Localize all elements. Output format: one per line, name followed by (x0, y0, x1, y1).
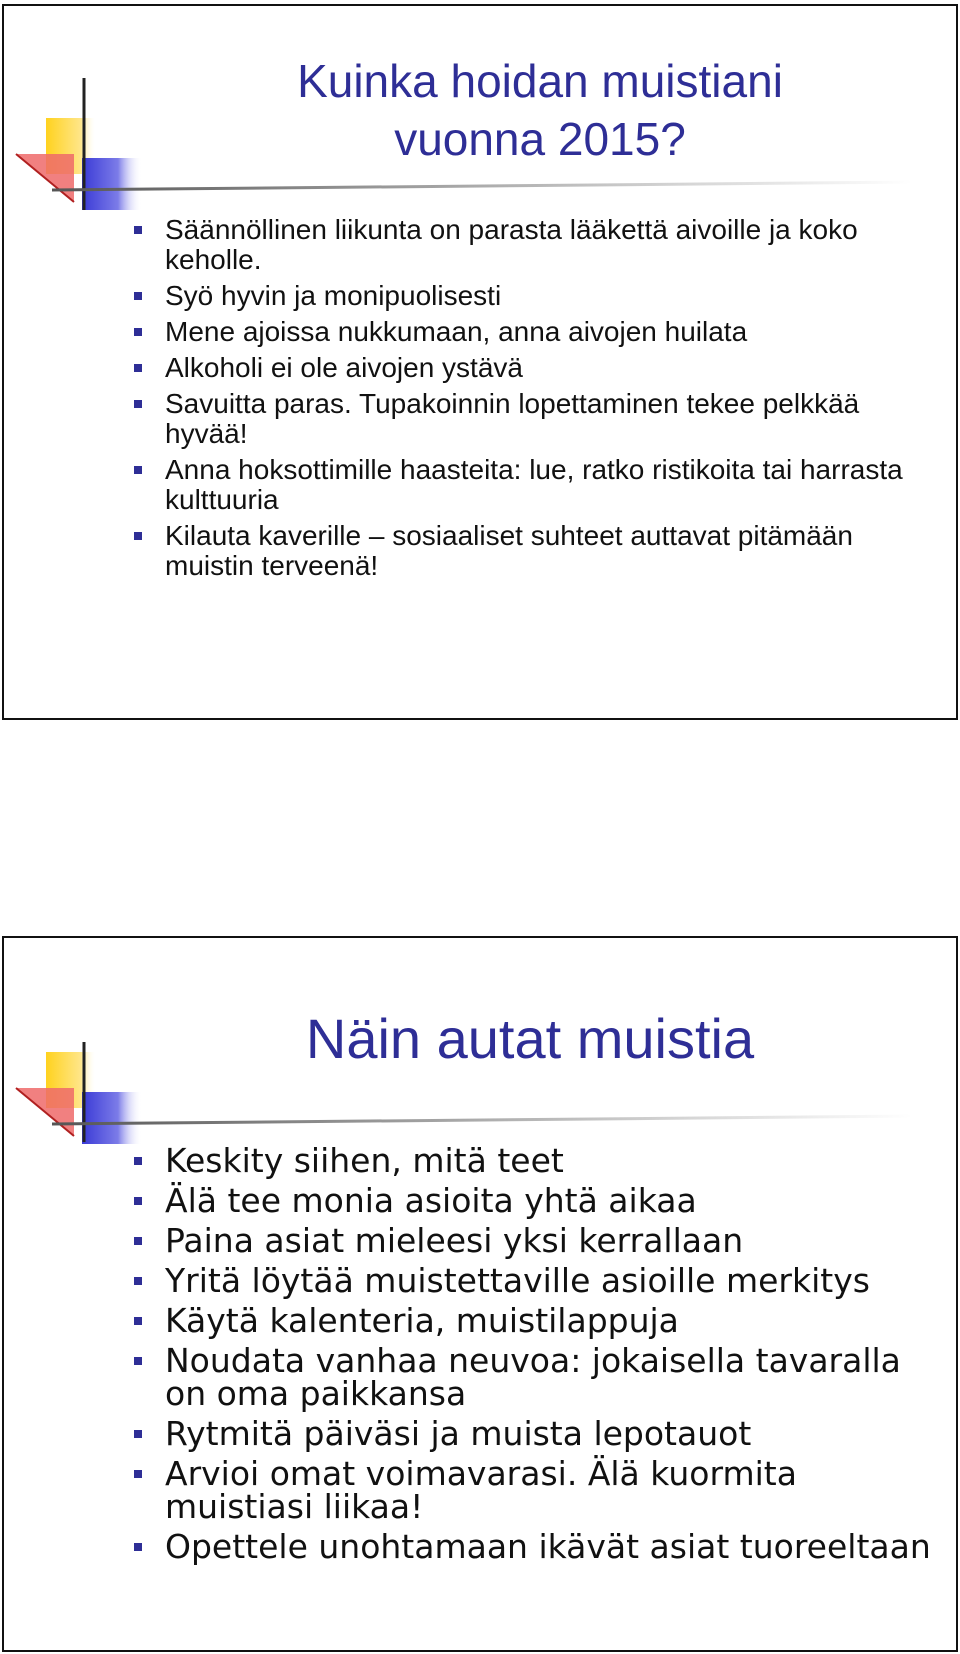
list-item (134, 1181, 944, 1220)
list-item-text: Anna hoksottimille haasteita: lue, ratko ristikoita tai harrasta kulttuuria (165, 454, 903, 515)
list-item (134, 1414, 944, 1453)
list-item-text: Keskity siihen, mitä teet (165, 1141, 564, 1180)
square-bullet-icon (134, 1157, 142, 1165)
square-bullet-icon (134, 1357, 142, 1365)
list-item-text: Paina asiat mieleesi yksi kerrallaan (165, 1221, 744, 1260)
list-item (134, 215, 934, 275)
list-item-text: Yritä löytää muistettaville asioille merkitys (165, 1261, 870, 1300)
list-item (134, 1261, 944, 1300)
square-bullet-icon (134, 1543, 142, 1551)
list-item-text: Noudata vanhaa neuvoa: jokaisella tavaralla on oma paikkansa (165, 1341, 901, 1413)
square-bullet-icon (134, 1237, 142, 1245)
list-item (134, 1341, 944, 1413)
list-item (134, 281, 934, 311)
square-bullet-icon (134, 1470, 142, 1478)
bullet-list (134, 215, 934, 587)
list-item-text: Kilauta kaverille – sosiaaliset suhteet auttavat pitämään muistin terveenä! (165, 520, 853, 581)
list-item (134, 1527, 944, 1566)
slide-title-line: Kuinka hoidan muistiani (297, 55, 783, 107)
list-item-text: Mene ajoissa nukkumaan, anna aivojen huilata (165, 316, 748, 347)
list-item (134, 353, 934, 383)
list-item (134, 1141, 944, 1180)
square-bullet-icon (134, 292, 142, 300)
square-bullet-icon (134, 328, 142, 336)
list-item-text: Säännöllinen liikunta on parasta lääkettä aivoille ja koko keholle. (165, 214, 858, 275)
list-item (134, 455, 934, 515)
list-item-text: Syö hyvin ja monipuolisesti (165, 280, 502, 311)
list-item (134, 317, 934, 347)
slide-title (164, 52, 916, 168)
square-bullet-icon (134, 400, 142, 408)
list-item-text: Alkoholi ei ole aivojen ystävä (165, 352, 523, 383)
square-bullet-icon (134, 1197, 142, 1205)
list-item-text: Rytmitä päiväsi ja muista lepotauot (165, 1414, 752, 1453)
slide-2 (2, 936, 958, 1652)
list-item-text: Savuitta paras. Tupakoinnin lopettaminen tekee pelkkää hyvää! (165, 388, 860, 449)
square-bullet-icon (134, 1430, 142, 1438)
list-item-text: Käytä kalenteria, muistilappuja (165, 1301, 679, 1340)
square-bullet-icon (134, 1317, 142, 1325)
list-item-text: Opettele unohtamaan ikävät asiat tuoreeltaan (165, 1527, 931, 1566)
slide-title-line: Näin autat muistia (305, 1007, 755, 1070)
square-bullet-icon (134, 364, 142, 372)
list-item (134, 389, 934, 449)
slide-1 (2, 4, 958, 720)
square-bullet-icon (134, 226, 142, 234)
square-bullet-icon (134, 1277, 142, 1285)
slide-title (124, 1004, 936, 1074)
square-bullet-icon (134, 466, 142, 474)
list-item (134, 1454, 944, 1526)
list-item (134, 521, 934, 581)
list-item (134, 1301, 944, 1340)
list-item (134, 1221, 944, 1260)
list-item-text: Arvioi omat voimavarasi. Älä kuormita muistiasi liikaa! (165, 1454, 797, 1526)
square-bullet-icon (134, 532, 142, 540)
list-item-text: Älä tee monia asioita yhtä aikaa (165, 1181, 697, 1220)
bullet-list (134, 1141, 944, 1570)
slide-title-line: vuonna 2015? (394, 113, 686, 165)
